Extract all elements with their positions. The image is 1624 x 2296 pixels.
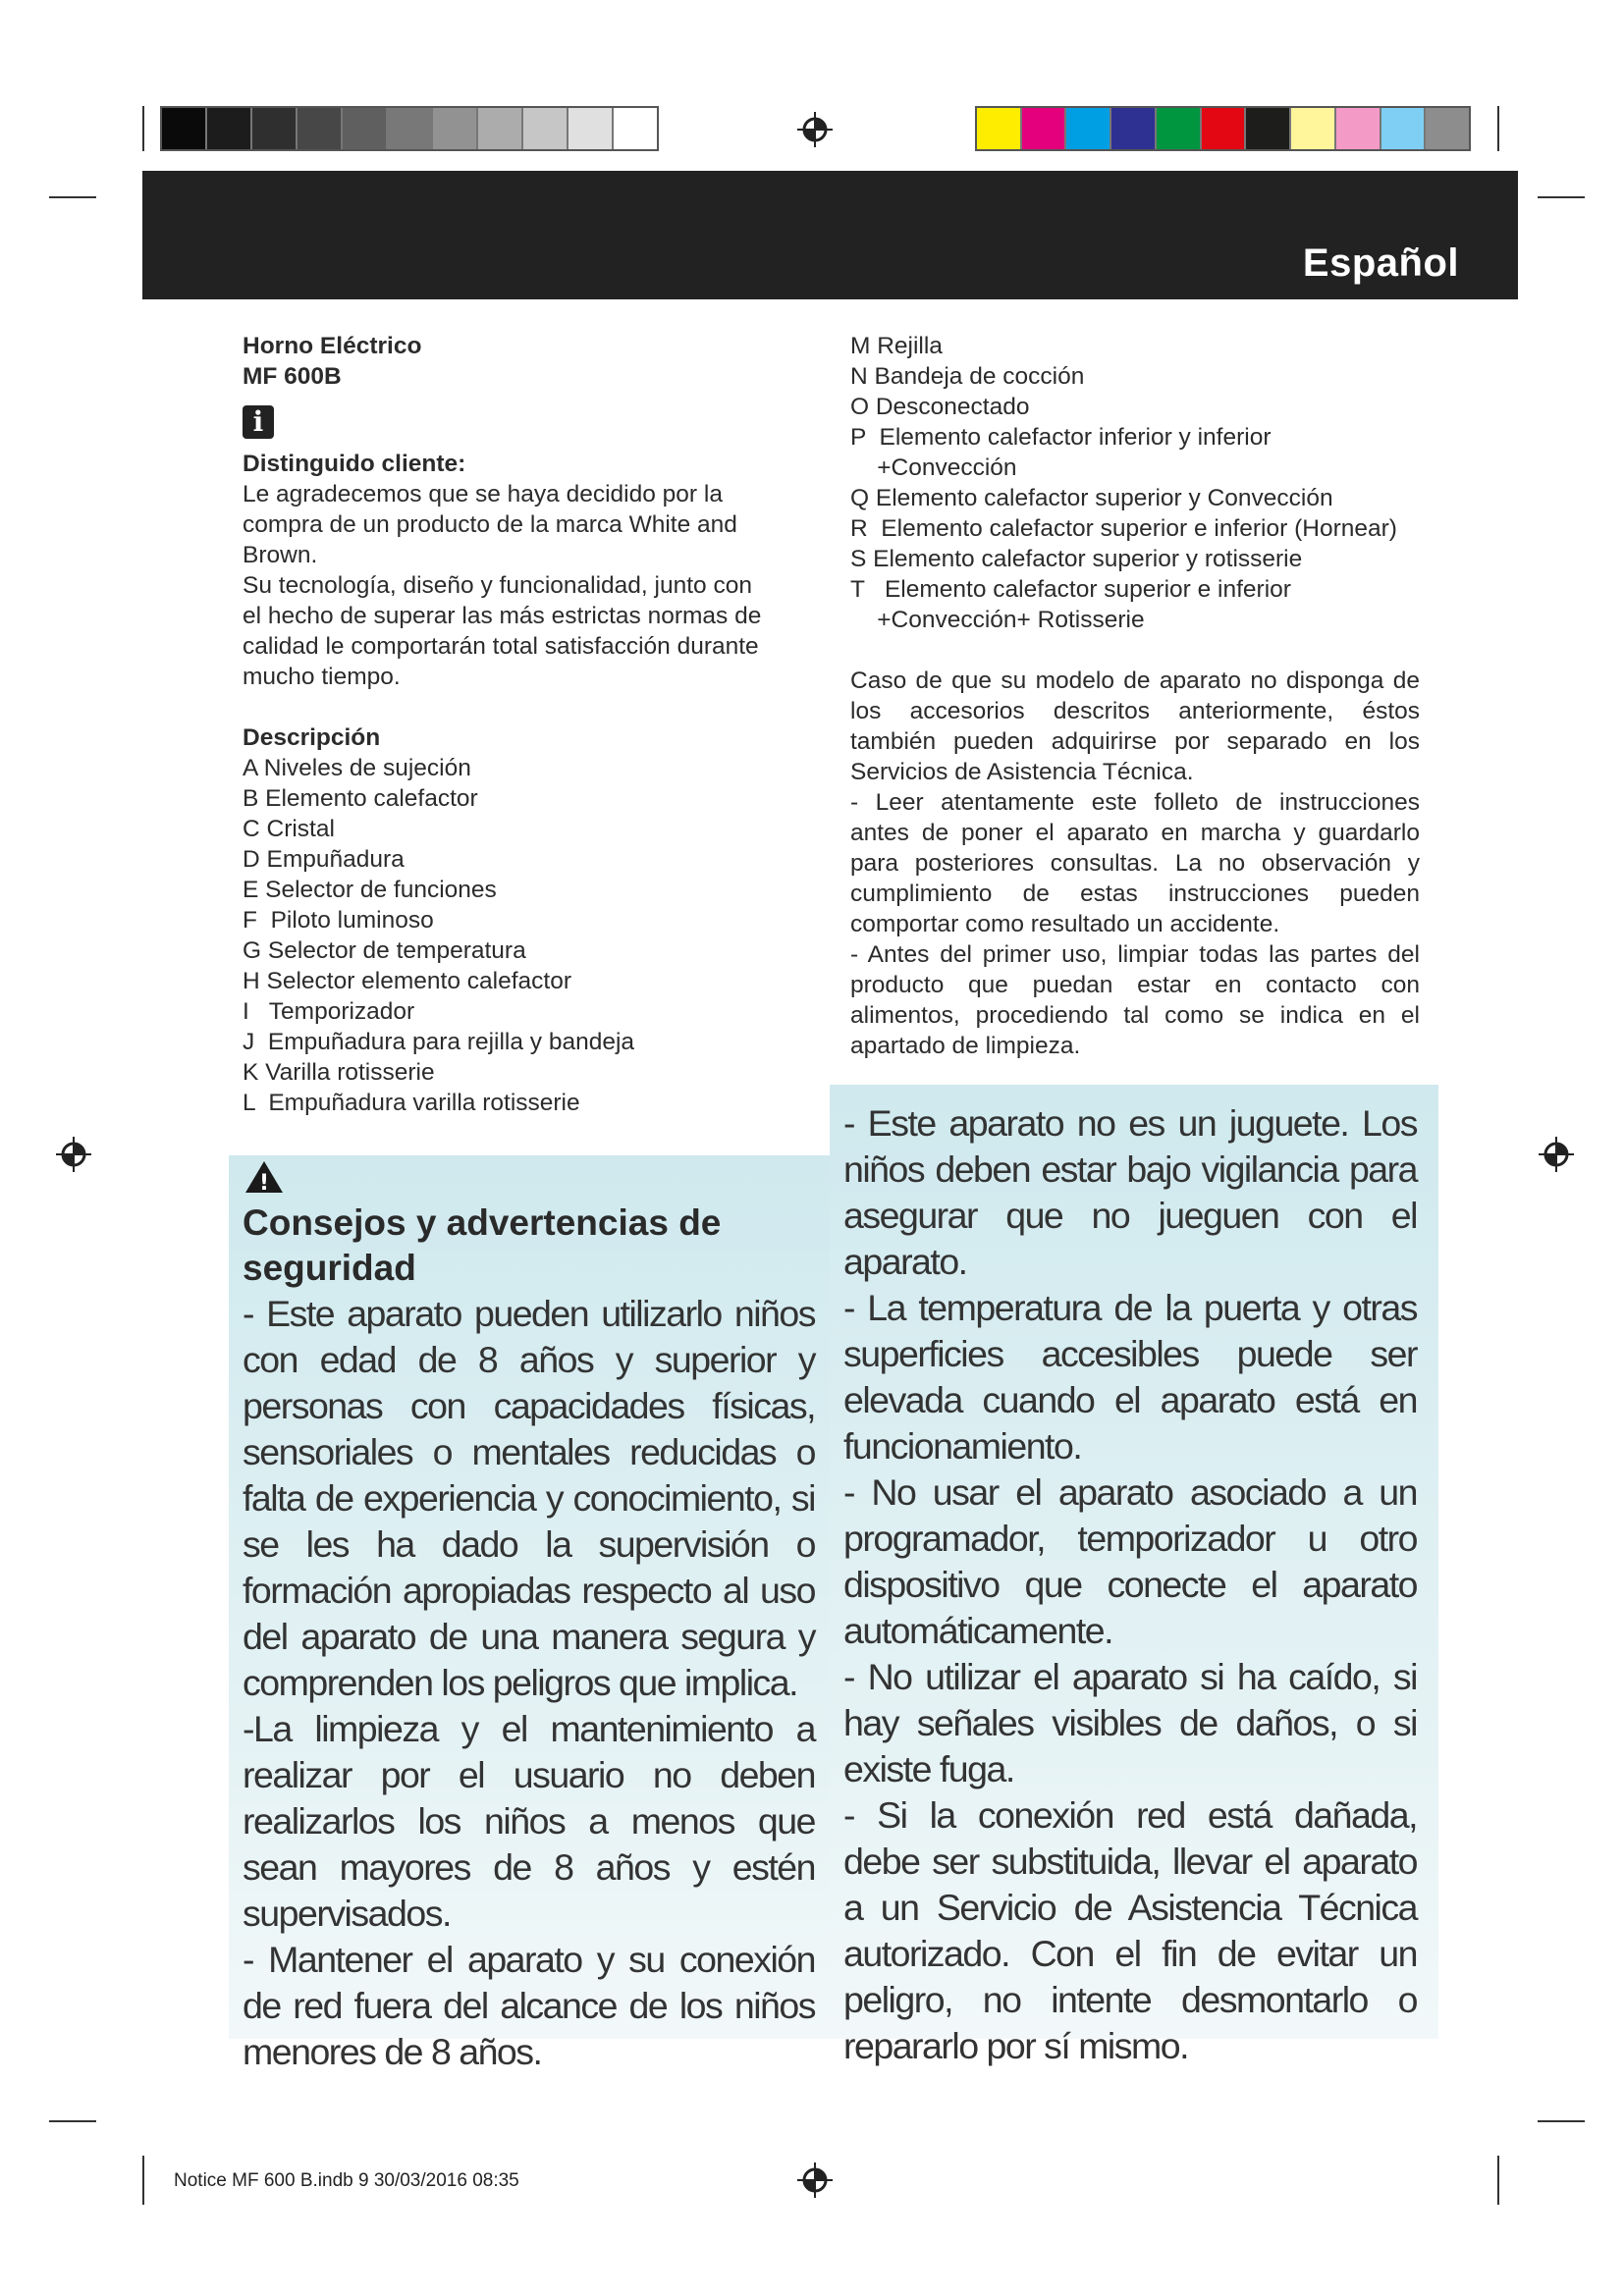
description-list [243, 753, 800, 1118]
calibration-swatch [478, 108, 523, 149]
calibration-swatch [162, 108, 207, 149]
crop-mark [1538, 196, 1585, 198]
calibration-swatch [298, 108, 343, 149]
description-item: S Elemento calefactor superior y rotisserie [850, 546, 1303, 572]
crop-mark [1497, 106, 1499, 151]
calibration-swatch [1111, 108, 1157, 149]
print-slug: Notice MF 600 B.indb 9 30/03/2016 08:35 [174, 2170, 519, 2191]
crop-mark [49, 196, 96, 198]
calibration-swatch [1022, 108, 1067, 149]
calibration-swatch [1246, 108, 1291, 149]
calibration-swatch [523, 108, 568, 149]
intro-line: Le agradecemos que se haya decidido por la [243, 481, 723, 507]
registration-mark-icon [795, 2161, 835, 2200]
description-item: L Empuñadura varilla rotisserie [243, 1090, 580, 1116]
intro-line: compra de un producto de la marca White and [243, 511, 737, 538]
note-paragraph: - Antes del primer uso, limpiar todas las partes del producto que puedan estar en contacto con alimentos, procediendo tal como se indica en el apartado de limpieza. [850, 941, 1420, 1059]
intro-text [243, 479, 800, 692]
calibration-swatch [1066, 108, 1111, 149]
description-item: K Varilla rotisserie [243, 1059, 435, 1086]
intro-line: mucho tiempo. [243, 664, 401, 690]
safety-left-paragraphs [243, 1291, 815, 2075]
description-item: +Convección [850, 454, 1017, 481]
description-item: G Selector de temperatura [243, 937, 526, 964]
calibration-swatch [1157, 108, 1202, 149]
description-item: Q Elemento calefactor superior y Convección [850, 485, 1333, 511]
warning-icon [244, 1159, 285, 1195]
greeting: Distinguido cliente: [243, 451, 466, 477]
left-column [243, 331, 800, 1118]
calibration-swatch [1291, 108, 1336, 149]
description-item: C Cristal [243, 816, 335, 842]
safety-right-paragraphs [843, 1100, 1417, 2069]
calibration-swatch [207, 108, 252, 149]
description-item: R Elemento calefactor superior e inferior (Hornear) [850, 515, 1397, 542]
color-calibration-bar [975, 106, 1471, 151]
crop-mark [49, 2120, 96, 2122]
description-item: E Selector de funciones [243, 877, 497, 903]
safety-paragraph: - Si la conexión red está dañada, debe ser substituida, llevar el aparato a un Servicio de Asistencia Técnica autorizado. Con el fin de evitar un peligro, no intente desmontarlo o repararlo por sí mismo. [843, 1794, 1417, 2066]
right-column [850, 331, 1420, 1061]
description-item: P Elemento calefactor inferior y inferior [850, 424, 1272, 451]
calibration-swatch [433, 108, 478, 149]
svg-text:!: ! [258, 1171, 270, 1195]
calibration-swatch [252, 108, 298, 149]
description-item: D Empuñadura [243, 846, 405, 873]
calibration-swatch [343, 108, 388, 149]
safety-title [243, 1201, 815, 1291]
safety-paragraph: - La temperatura de la puerta y otras superficies accesibles puede ser elevada cuando el aparato está en funcionamiento. [843, 1287, 1417, 1467]
safety-title-line2: seguridad [243, 1248, 416, 1288]
description-title: Descripción [243, 724, 381, 751]
safety-paragraph: - Este aparato no es un juguete. Los niños deben estar bajo vigilancia para asegurar que no jueguen con el aparato. [843, 1102, 1417, 1282]
safety-paragraph: - Mantener el aparato y su conexión de red fuera del alcance de los niños menores de 8 años. [243, 1939, 815, 2072]
note-paragraph: - Leer atentamente este folleto de instrucciones antes de poner el aparato en marcha y guardarlo para posteriores consultas. La no observación y cumplimiento de estas instrucciones pueden comportar como resultado un accidente. [850, 789, 1420, 937]
calibration-swatch [1336, 108, 1381, 149]
crop-mark [1538, 2120, 1585, 2122]
description-item: M Rejilla [850, 333, 943, 359]
calibration-swatch [1426, 108, 1469, 149]
calibration-swatch [977, 108, 1022, 149]
description-item: A Niveles de sujeción [243, 755, 471, 781]
intro-line: calidad le comportarán total satisfacción durante [243, 633, 759, 660]
calibration-swatch [614, 108, 657, 149]
description-item: J Empuñadura para rejilla y bandeja [243, 1029, 635, 1055]
language-label: Español [1302, 241, 1459, 285]
intro-line: Brown. [243, 542, 318, 568]
crop-mark [1497, 2156, 1499, 2205]
description-item: +Convección+ Rotisserie [850, 607, 1145, 633]
safety-paragraph: - No utilizar el aparato si ha caído, si hay señales visibles de daños, o si existe fuga. [843, 1656, 1417, 1789]
description-item: B Elemento calefactor [243, 785, 478, 812]
registration-mark-icon [795, 110, 835, 149]
safety-paragraph: - No usar el aparato asociado a un programador, temporizador u otro dispositivo que conecte el aparato automáticamente. [843, 1471, 1417, 1651]
crop-mark [142, 2156, 144, 2205]
description-item: O Desconectado [850, 394, 1030, 420]
intro-line: Su tecnología, diseño y funcionalidad, junto con [243, 572, 752, 599]
description-item: F Piloto luminoso [243, 907, 434, 934]
info-icon: i [243, 405, 274, 439]
language-header-band [142, 171, 1518, 299]
registration-mark-icon [1537, 1135, 1576, 1174]
description-list-continued [850, 331, 1420, 635]
product-model: MF 600B [243, 363, 342, 390]
crop-mark [142, 106, 144, 151]
description-item: N Bandeja de cocción [850, 363, 1085, 390]
safety-left-text [243, 1201, 815, 2075]
calibration-swatch [1202, 108, 1247, 149]
safety-title-line1: Consejos y advertencias de [243, 1202, 722, 1243]
note-paragraph: Caso de que su modelo de aparato no disponga de los accesorios descritos anteriormente, éstos también pueden adquirirse por separado en los Servicios de Asistencia Técnica. [850, 667, 1420, 785]
safety-paragraph: - Este aparato pueden utilizarlo niños con edad de 8 años y superior y personas con capacidades físicas, sensoriales o mentales reducidas o falta de experiencia y conocimiento, si se les ha dado la supervisión o formación apropiadas respecto al uso del aparato de una manera segura y comprenden los peligros que implica. [243, 1293, 815, 1703]
safety-paragraph: -La limpieza y el mantenimiento a realizar por el usuario no deben realizarlos los niños a menos que sean mayores de 8 años y estén supervisados. [243, 1708, 815, 1934]
product-title: Horno Eléctrico [243, 333, 422, 359]
calibration-swatch [1381, 108, 1427, 149]
safety-right-text [843, 1100, 1417, 2069]
notes-text [850, 666, 1420, 1061]
description-item: I Temporizador [243, 998, 415, 1025]
gray-calibration-bar [160, 106, 659, 151]
calibration-swatch [568, 108, 614, 149]
intro-line: el hecho de superar las más estrictas normas de [243, 603, 762, 629]
registration-mark-icon [54, 1135, 93, 1174]
description-item: H Selector elemento calefactor [243, 968, 571, 994]
description-item: T Elemento calefactor superior e inferior [850, 576, 1291, 603]
calibration-swatch [388, 108, 433, 149]
